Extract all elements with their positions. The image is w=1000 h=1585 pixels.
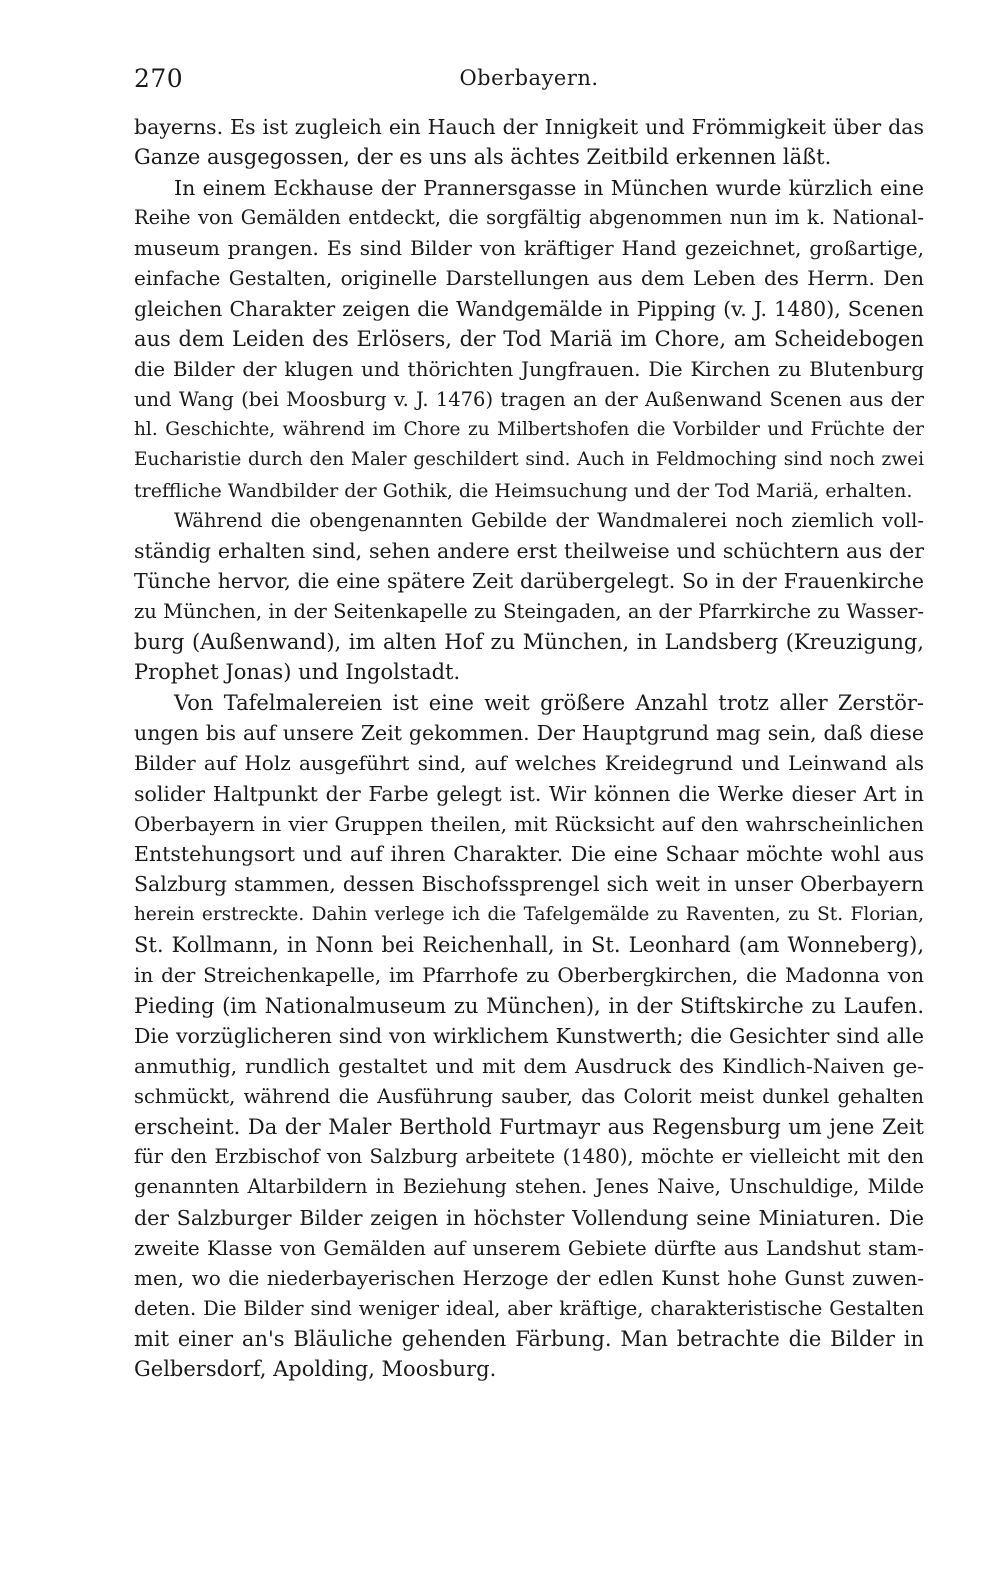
text-line: mit einer an's Bläuliche gehenden Färbung. Man betrachte die Bilder in bbox=[134, 1326, 924, 1351]
text-line: Oberbayern in vier Gruppen theilen, mit Rücksicht auf den wahrscheinlichen bbox=[134, 811, 924, 836]
text-line: Entstehungsort und auf ihren Charakter. Die eine Schaar möchte wohl aus bbox=[134, 842, 924, 867]
text-line: und Wang (bei Moosburg v. J. 1476) tragen an der Außenwand Scenen aus der bbox=[134, 387, 924, 411]
text-line: die Bilder der klugen und thörichten Jungfrauen. Die Kirchen zu Blutenburg bbox=[134, 357, 924, 382]
text-line: Ganze ausgegossen, der es uns als ächtes Zeitbild erkennen läßt. bbox=[134, 145, 832, 170]
text-line: aus dem Leiden des Erlösers, der Tod Mariä im Chore, am Scheidebogen bbox=[134, 327, 924, 352]
page-header bbox=[134, 64, 924, 100]
text-line: einfache Gestalten, originelle Darstellungen aus dem Leben des Herrn. Den bbox=[134, 266, 924, 291]
text-line: herein erstreckte. Dahin verlege ich die Tafelgemälde zu Raventen, zu St. Florian, bbox=[134, 903, 924, 925]
text-line: In einem Eckhause der Prannersgasse in München wurde kürzlich eine bbox=[174, 175, 924, 200]
text-line: schmückt, während die Ausführung sauber, das Colorit meist dunkel gehalten bbox=[134, 1084, 924, 1108]
page-number: 270 bbox=[134, 64, 184, 93]
text-line: Bilder auf Holz ausgeführt sind, auf welches Kreidegrund und Leinwand als bbox=[134, 751, 924, 776]
body-text bbox=[134, 112, 924, 1384]
text-line: treffliche Wandbilder der Gothik, die Heimsuchung und der Tod Mariä, erhalten. bbox=[134, 479, 913, 502]
text-line: zu München, in der Seitenkapelle zu Steingaden, an der Pfarrkirche zu Wasser- bbox=[134, 599, 924, 623]
text-line: Salzburg stammen, dessen Bischofssprengel sich weit in unser Oberbayern bbox=[134, 872, 924, 897]
text-line: Prophet Jonas) und Ingolstadt. bbox=[134, 660, 461, 685]
text-line: anmuthig, rundlich gestaltet und mit dem Ausdruck des Kindlich-Naiven ge- bbox=[134, 1054, 924, 1079]
text-line: in der Streichenkapelle, im Pfarrhofe zu Oberbergkirchen, die Madonna von bbox=[134, 963, 924, 988]
text-line: bayerns. Es ist zugleich ein Hauch der Innigkeit und Frömmigkeit über das bbox=[134, 115, 924, 139]
text-line: Reihe von Gemälden entdeckt, die sorgfältig abgenommen nun im k. National- bbox=[134, 205, 924, 229]
text-line: ungen bis auf unsere Zeit gekommen. Der Hauptgrund mag sein, daß diese bbox=[134, 720, 924, 745]
text-line: der Salzburger Bilder zeigen in höchster Vollendung seine Miniaturen. Die bbox=[134, 1205, 924, 1230]
text-line: erscheint. Da der Maler Berthold Furtmayr aus Regensburg um jene Zeit bbox=[134, 1114, 924, 1139]
text-line: museum prangen. Es sind Bilder von kräftiger Hand gezeichnet, großartige, bbox=[134, 236, 924, 261]
text-line: Pieding (im Nationalmuseum zu München), in der Stiftskirche zu Laufen. bbox=[134, 993, 924, 1018]
running-head: Oberbayern. bbox=[459, 66, 599, 90]
text-line: Von Tafelmalereien ist eine weit größere Anzahl trotz aller Zerstör- bbox=[174, 690, 924, 715]
text-line: burg (Außenwand), im alten Hof zu München, in Landsberg (Kreuzigung, bbox=[134, 630, 924, 655]
text-line: Eucharistie durch den Maler geschildert sind. Auch in Feldmoching sind noch zwei bbox=[134, 449, 924, 471]
text-line: ständig erhalten sind, sehen andere erst theilweise und schüchtern aus der bbox=[134, 539, 924, 564]
text-line: hl. Geschichte, während im Chore zu Milbertshofen die Vorbilder und Früchte der bbox=[134, 418, 924, 440]
text-line: für den Erzbischof von Salzburg arbeitete (1480), möchte er vielleicht mit den bbox=[134, 1145, 924, 1169]
text-line: Die vorzüglicheren sind von wirklichem Kunstwerth; die Gesichter sind alle bbox=[134, 1023, 924, 1048]
text-line: deten. Die Bilder sind weniger ideal, aber kräftige, charakteristische Gestalten bbox=[134, 1296, 924, 1320]
text-line: men, wo die niederbayerischen Herzoge der edlen Kunst hohe Gunst zuwen- bbox=[134, 1266, 924, 1291]
text-line: solider Haltpunkt der Farbe gelegt ist. Wir können die Werke dieser Art in bbox=[134, 781, 924, 806]
text-line: St. Kollmann, in Nonn bei Reichenhall, in St. Leonhard (am Wonneberg), bbox=[134, 933, 924, 958]
text-line: Während die obengenannten Gebilde der Wandmalerei noch ziemlich voll- bbox=[174, 508, 924, 532]
text-line: zweite Klasse von Gemälden auf unserem Gebiete dürfte aus Landshut stam- bbox=[134, 1235, 924, 1260]
text-line: gleichen Charakter zeigen die Wandgemälde in Pipping (v. J. 1480), Scenen bbox=[134, 296, 924, 321]
text-line: Gelbersdorf, Apolding, Moosburg. bbox=[134, 1357, 497, 1382]
text-line: genannten Altarbildern in Beziehung stehen. Jenes Naive, Unschuldige, Milde bbox=[134, 1175, 924, 1199]
text-line: Tünche hervor, die eine spätere Zeit darübergelegt. So in der Frauenkirche bbox=[134, 569, 924, 594]
